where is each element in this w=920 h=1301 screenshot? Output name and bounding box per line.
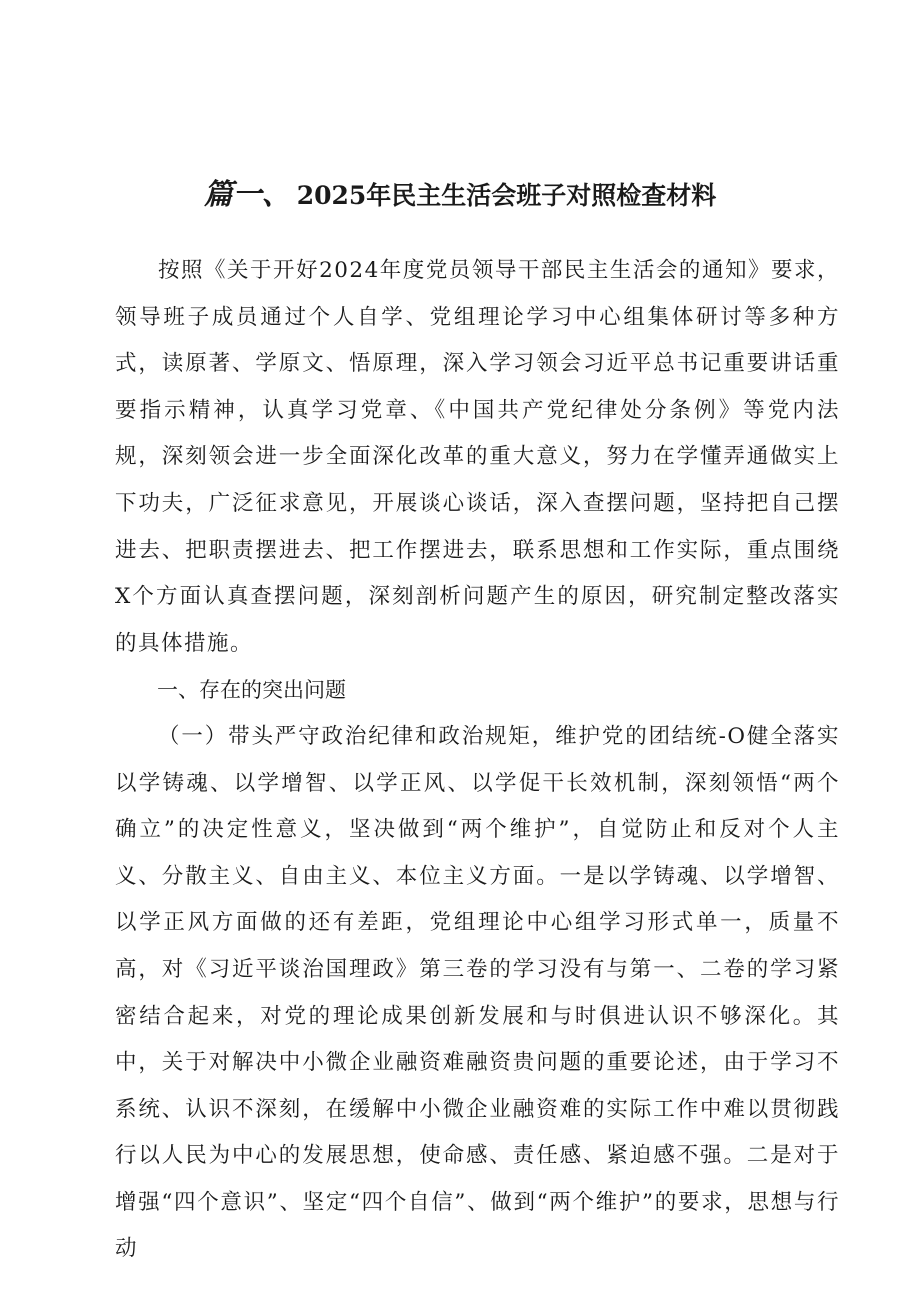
intro-paragraph: 按照《关于开好2024年度党员领导干部民主生活会的通知》要求，领导班子成员通过个人自学、党组理论学习中心组集体研讨等多种方式，读原著、学原文、悟原理，深入学习领会习近平总书记重要讲话重要指示精神，认真学习党章、《中国共产党纪律处分条例》等党内法规，深刻领会进一步全面深化改革的重大意义，努力在学懂弄通做实上下功夫，广泛征求意见，开展谈心谈话，深入查摆问题，坚持把自己摆进去、把职责摆进去、把工作摆进去，联系思想和工作实际，重点围绕X个方面认真查摆问题，深刻剖析问题产生的原因，研究制定整改落实的具体措施。 bbox=[115, 258, 840, 656]
document-body bbox=[115, 248, 840, 1273]
title-prefix: 篇一、 bbox=[203, 176, 291, 211]
title-main: 2025年民主生活会班子对照检查材料 bbox=[296, 180, 717, 210]
document-title bbox=[0, 177, 920, 213]
section-heading: 一、存在的突出问题 bbox=[157, 678, 346, 703]
section-paragraph: （一）带头严守政治纪律和政治规矩，维护党的团结统-O健全落实以学铸魂、以学增智、以学正风、以学促干长效机制，深刻领悟“两个确立”的决定性意义，坚决做到“两个维护”，自觉防止和反对个人主义、分散主义、自由主义、本位主义方面。一是以学铸魂、以学增智、以学正风方面做的还有差距，党组理论中心组学习形式单一，质量不高，对《习近平谈治国理政》第三卷的学习没有与第一、二卷的学习紧密结合起来，对党的理论成果创新发展和与时俱进认识不够深化。其中，关于对解决中小微企业融资难融资贵问题的重要论述，由于学习不系统、认识不深刻，在缓解中小微企业融资难的实际工作中难以贯彻践行以人民为中心的发展思想，使命感、责任感、紧迫感不强。二是对于增强“四个意识”、坚定“四个自信”、做到“两个维护”的要求，思想与行动 bbox=[115, 723, 840, 1262]
